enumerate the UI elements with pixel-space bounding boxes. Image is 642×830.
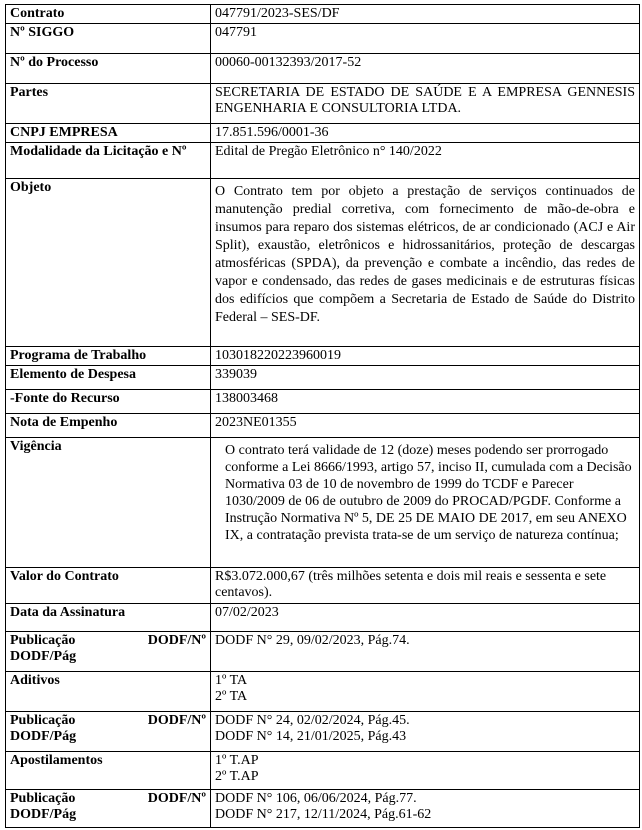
label-aditivos: Aditivos <box>6 672 211 712</box>
publicacao-item: DODF N° 106, 06/06/2024, Pág.77. <box>215 791 417 806</box>
value-programa: 10301822022396001​9 <box>211 347 640 366</box>
label-objeto: Objeto <box>6 179 211 347</box>
row-apostilamentos <box>6 752 640 790</box>
row-publicacao-2 <box>6 712 640 752</box>
label-publicacao-3-c: DODF/Pág <box>10 807 77 822</box>
value-valor: R$3.072.000,67 (três milhões setenta e dois mil reais e sessenta e sete centavos). <box>211 568 640 604</box>
label-publicacao-2 <box>6 712 211 752</box>
label-contrato: Contrato <box>6 5 211 24</box>
label-valor: Valor do Contrato <box>6 568 211 604</box>
row-valor <box>6 568 640 604</box>
label-programa: Programa de Trabalho <box>6 347 211 366</box>
label-vigencia: Vigência <box>6 438 211 568</box>
publicacao-item: DODF N° 217, 12/11/2024, Pág.61-62 <box>215 807 432 822</box>
label-publicacao-2-b: DODF/Nº <box>147 713 206 728</box>
label-publicacao-1 <box>6 632 211 672</box>
row-programa <box>6 347 640 366</box>
row-objeto <box>6 179 640 347</box>
row-publicacao-3 <box>6 790 640 828</box>
label-elemento: Elemento de Despesa <box>6 366 211 390</box>
label-modalidade: Modalidade da Licitação e Nº <box>6 143 211 179</box>
row-vigencia <box>6 438 640 568</box>
value-vigencia: O contrato terá validade de 12 (doze) meses podendo ser prorrogado conforme a Lei 8666/1993, artigo 57, inciso II, cumulada com a Decisão Normativa 03 de 10 de novembro de 1999 do TCDF e Parecer 1030/2009 de 06 de outubro de 2009 do PROCAD/PGDF. Conforme a Instrução Normativa Nº 5, DE 25 DE MAIO DE 2017, em seu ANEXO IX, a contratação prevista trata-se de um serviço de natureza contínua; <box>211 438 640 568</box>
aditivo-item: 2º TA <box>215 689 248 704</box>
row-siggo <box>6 24 640 54</box>
label-fonte: -Fonte do Recurso <box>6 390 211 414</box>
value-assinatura: 07/02/2023 <box>211 604 640 632</box>
value-publicacao-3 <box>211 790 640 828</box>
label-publicacao-3 <box>6 790 211 828</box>
label-publicacao-1-c: DODF/Pág <box>10 649 77 664</box>
label-partes: Partes <box>6 84 211 124</box>
row-publicacao-1 <box>6 632 640 672</box>
label-siggo: Nº SIGGO <box>6 24 211 54</box>
row-contrato <box>6 5 640 24</box>
label-publicacao-1-b: DODF/Nº <box>147 633 206 648</box>
value-apostilamentos <box>211 752 640 790</box>
label-assinatura: Data da Assinatura <box>6 604 211 632</box>
value-siggo: 047791 <box>211 24 640 54</box>
contract-summary-table <box>5 4 640 828</box>
row-elemento <box>6 366 640 390</box>
row-assinatura <box>6 604 640 632</box>
label-publicacao-3-b: DODF/Nº <box>147 791 206 806</box>
aditivo-item: 1º TA <box>215 673 248 688</box>
value-fonte: 138003468 <box>211 390 640 414</box>
publicacao-item: DODF N° 24, 02/02/2024, Pág.45. <box>215 713 410 728</box>
row-processo <box>6 54 640 84</box>
row-cnpj <box>6 124 640 143</box>
label-apostilamentos: Apostilamentos <box>6 752 211 790</box>
apostilamento-item: 2º T.AP <box>215 769 259 784</box>
publicacao-item: DODF N° 14, 21/01/2025, Pág.43 <box>215 729 407 744</box>
value-cnpj: 17.851.596/0001-36 <box>211 124 640 143</box>
row-empenho <box>6 414 640 438</box>
row-modalidade <box>6 143 640 179</box>
label-publicacao-1-a: Publicação <box>10 633 76 648</box>
value-publicacao-2 <box>211 712 640 752</box>
row-partes <box>6 84 640 124</box>
value-modalidade: Edital de Pregão Eletrônico n° 140/2022 <box>211 143 640 179</box>
value-processo: 00060-00132393/2017-52 <box>211 54 640 84</box>
apostilamento-item: 1º T.AP <box>215 753 259 768</box>
value-contrato: 047791/2023-SES/DF <box>211 5 640 24</box>
value-empenho: 2023NE01355 <box>211 414 640 438</box>
row-aditivos <box>6 672 640 712</box>
value-publicacao-1: DODF N° 29, 09/02/2023, Pág.74. <box>211 632 640 672</box>
label-cnpj: CNPJ EMPRESA <box>6 124 211 143</box>
label-publicacao-3-a: Publicação <box>10 791 76 806</box>
value-elemento: 339039 <box>211 366 640 390</box>
label-processo: Nº do Processo <box>6 54 211 84</box>
label-publicacao-2-c: DODF/Pág <box>10 729 77 744</box>
label-empenho: Nota de Empenho <box>6 414 211 438</box>
row-fonte <box>6 390 640 414</box>
value-aditivos <box>211 672 640 712</box>
label-publicacao-2-a: Publicação <box>10 713 76 728</box>
value-objeto: O Contrato tem por objeto a prestação de serviços continuados de manutenção predial corretiva, com fornecimento de mão-de-obra e insumos para reparo dos sistemas elétricos, de ar condicionado (ACJ e Air Split), exaustão, eletrônicos e hidrossanitários, proteção de descargas atmosféricas (SPDA), da prevenção e combate a incêndio, das redes de vapor e condensado, das redes de gases medicinais e de estruturas físicas dos edifícios que compõem a Secretaria de Estado de Saúde do Distrito Federal – SES-DF. <box>211 179 640 347</box>
value-partes: SECRETARIA DE ESTADO DE SAÚDE E A EMPRESA GENNESIS ENGENHARIA E CONSULTORIA LTDA. <box>211 84 640 124</box>
